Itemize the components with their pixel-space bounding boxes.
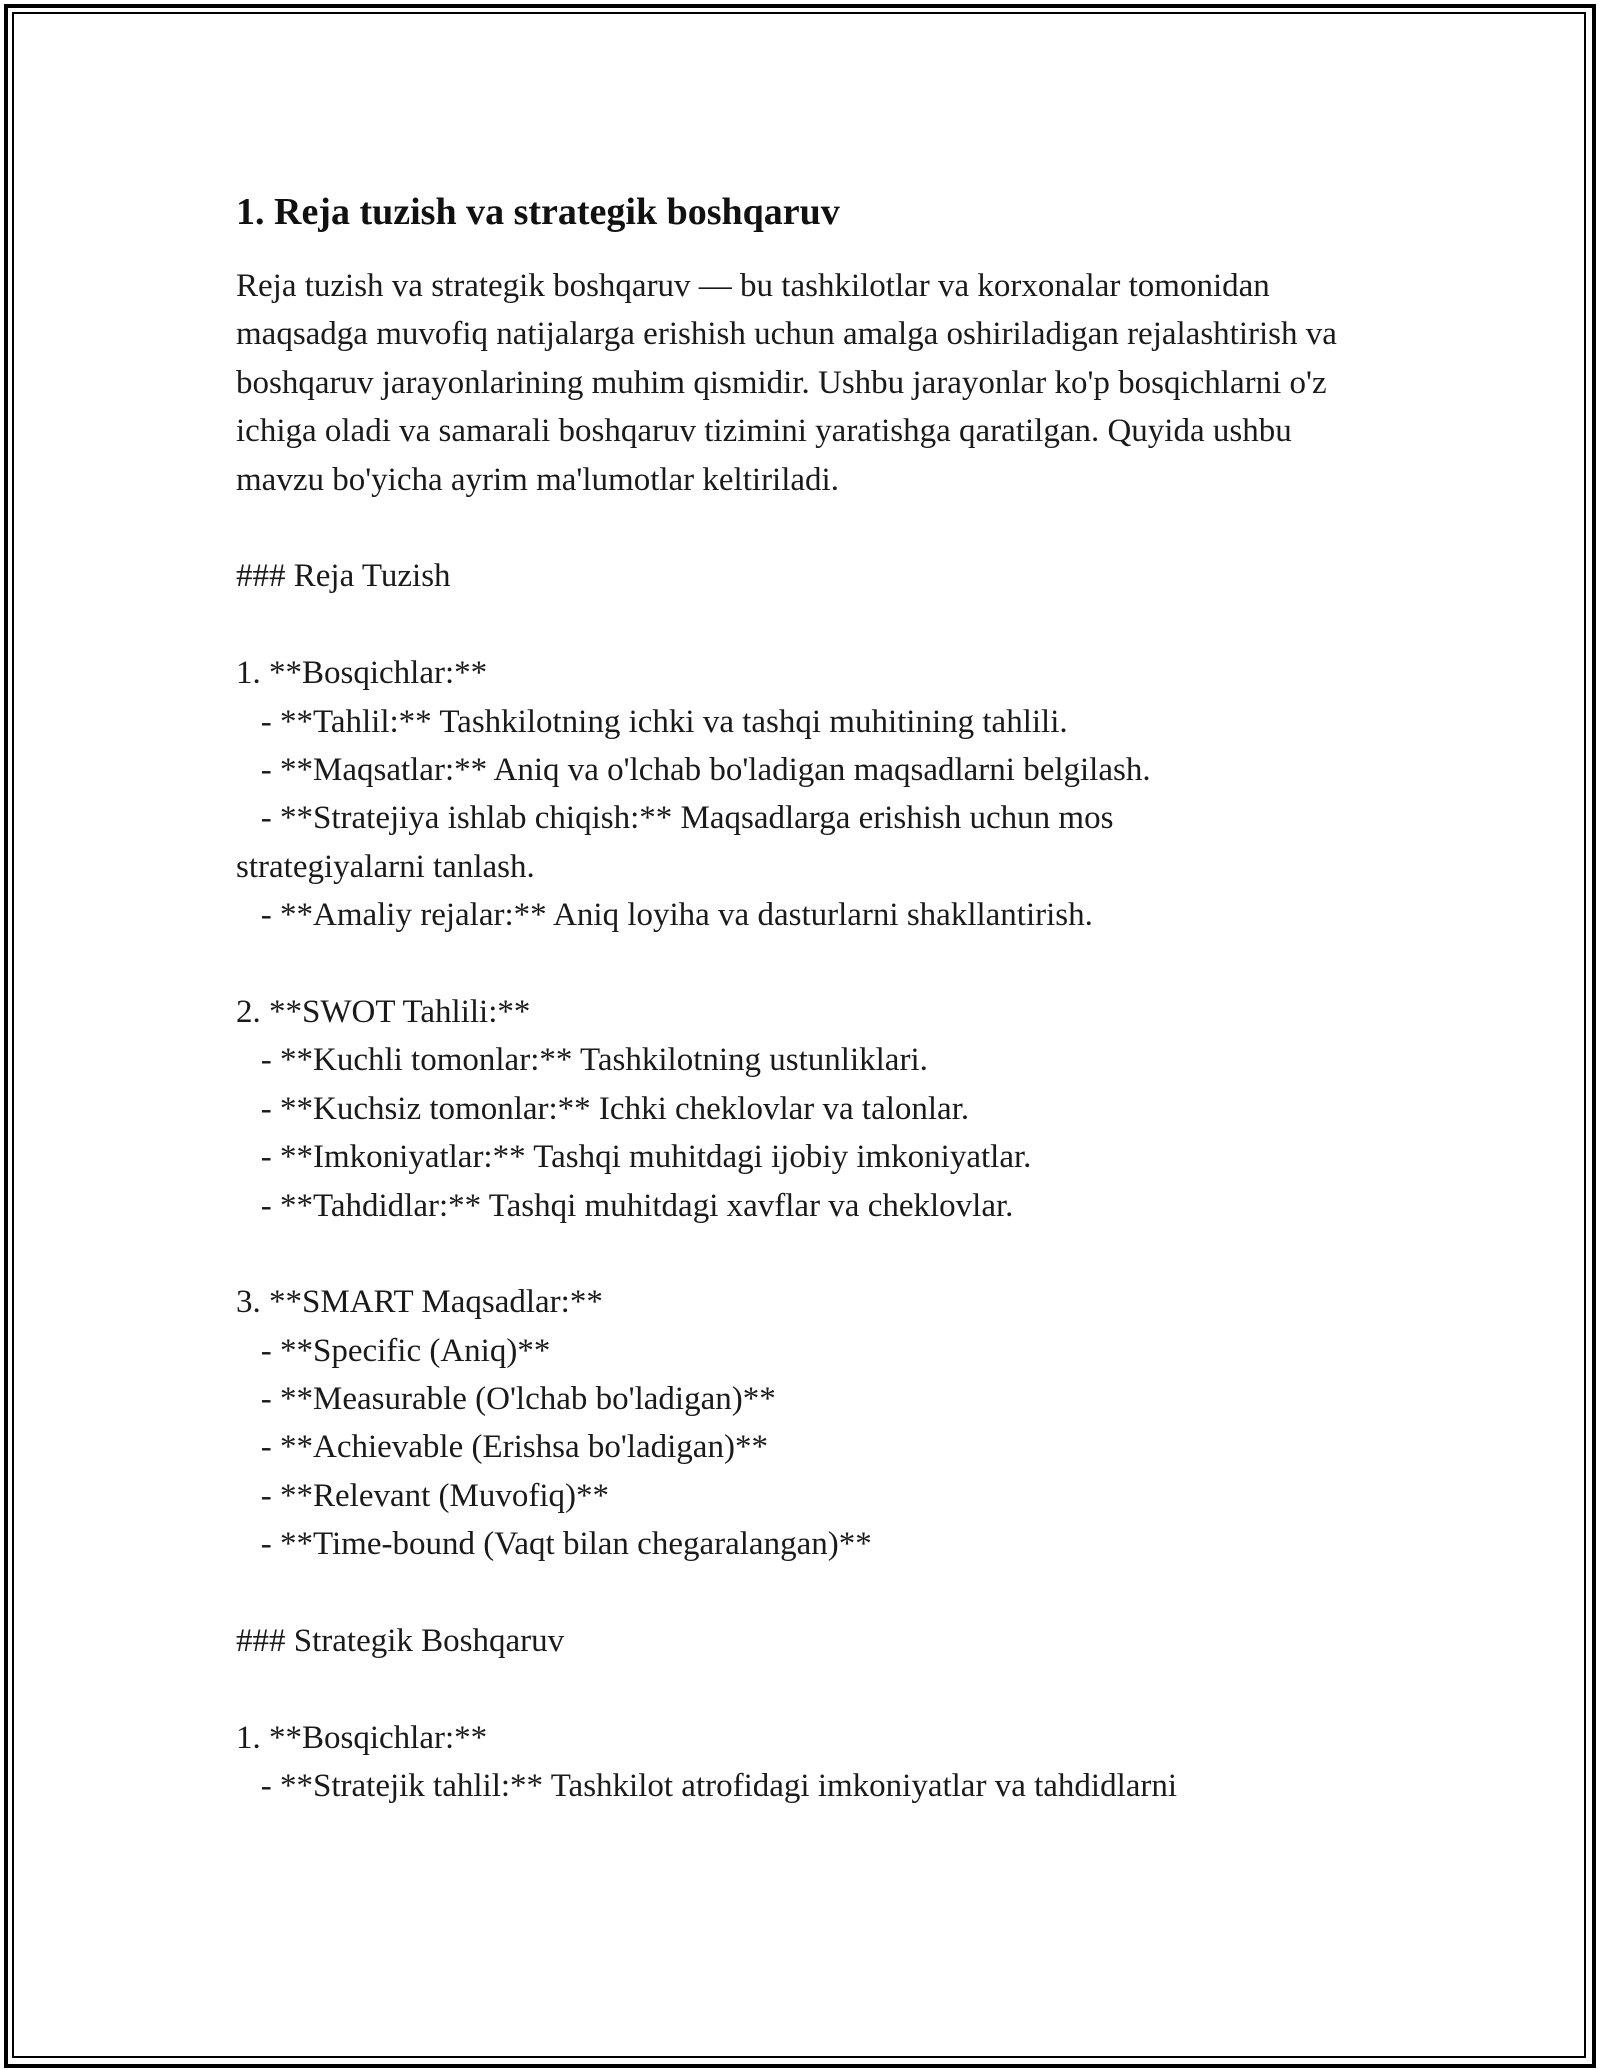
text-line: 3. **SMART Maqsadlar:** [236, 1284, 603, 1321]
text-line: 1. **Bosqichlar:** [236, 1719, 488, 1756]
text-line: - **Measurable (O'lchab bo'ladigan)** [236, 1381, 776, 1418]
text-line: - **Kuchsiz tomonlar:** Ichki cheklovlar va talonlar. [236, 1090, 970, 1127]
text-line: ### Strategik Boshqaruv [236, 1623, 565, 1660]
text-line: - **Achievable (Erishsa bo'ladigan)** [236, 1429, 768, 1466]
text-line: 2. **SWOT Tahlili:** [236, 993, 531, 1030]
blank-line [236, 601, 1386, 649]
blank-line [236, 1230, 1386, 1278]
text-line: - **Relevant (Muvofiq)** [236, 1477, 610, 1514]
text-line: - **Stratejik tahlil:** Tashkilot atrofidagi imkoniyatlar va tahdidlarni [236, 1768, 1178, 1805]
document-title: 1. Reja tuzish va strategik boshqaruv [236, 191, 840, 233]
text-line: - **Imkoniyatlar:** Tashqi muhitdagi ijobiy imkoniyatlar. [236, 1139, 1032, 1176]
text-line: - **Specific (Aniq)** [236, 1332, 551, 1369]
blank-line [236, 504, 1386, 552]
blank-line [236, 1569, 1386, 1617]
text-line: 1. **Bosqichlar:** [236, 655, 488, 692]
text-line: - **Tahlil:** Tashkilotning ichki va tashqi muhitining tahlili. [236, 703, 1068, 740]
text-line: - **Stratejiya ishlab chiqish:** Maqsadlarga erishish uchun mos [236, 800, 1114, 837]
text-line: - **Time-bound (Vaqt bilan chegaralangan)** [236, 1526, 872, 1563]
document-body [236, 188, 1386, 1811]
blank-line [236, 940, 1386, 988]
text-line: - **Kuchli tomonlar:** Tashkilotning ustunliklari. [236, 1042, 928, 1079]
text-line: ### Reja Tuzish [236, 558, 451, 595]
blank-line [236, 1665, 1386, 1713]
intro-paragraph: Reja tuzish va strategik boshqaruv — bu tashkilotlar va korxonalar tomonidan maqsadga muvofiq natijalarga erishish uchun amalga oshiriladigan rejalashtirish va boshqaruv jarayonlarining muhim qismidir. Ushbu jarayonlar ko'p bosqichlarni o'z ichiga oladi va samarali boshqaruv tizimini yaratishga qaratilgan. Quyida ushbu mavzu bo'yicha ayrim ma'lumotlar keltiriladi. [236, 268, 1337, 498]
text-line: - **Maqsatlar:** Aniq va o'lchab bo'ladigan maqsadlarni belgilash. [236, 751, 1151, 788]
text-line: - **Tahdidlar:** Tashqi muhitdagi xavflar va cheklovlar. [236, 1187, 1014, 1224]
text-line: - **Amaliy rejalar:** Aniq loyiha va dasturlarni shakllantirish. [236, 897, 1093, 934]
text-line: strategiyalarni tanlash. [236, 848, 535, 885]
text-lines [236, 504, 1386, 1811]
